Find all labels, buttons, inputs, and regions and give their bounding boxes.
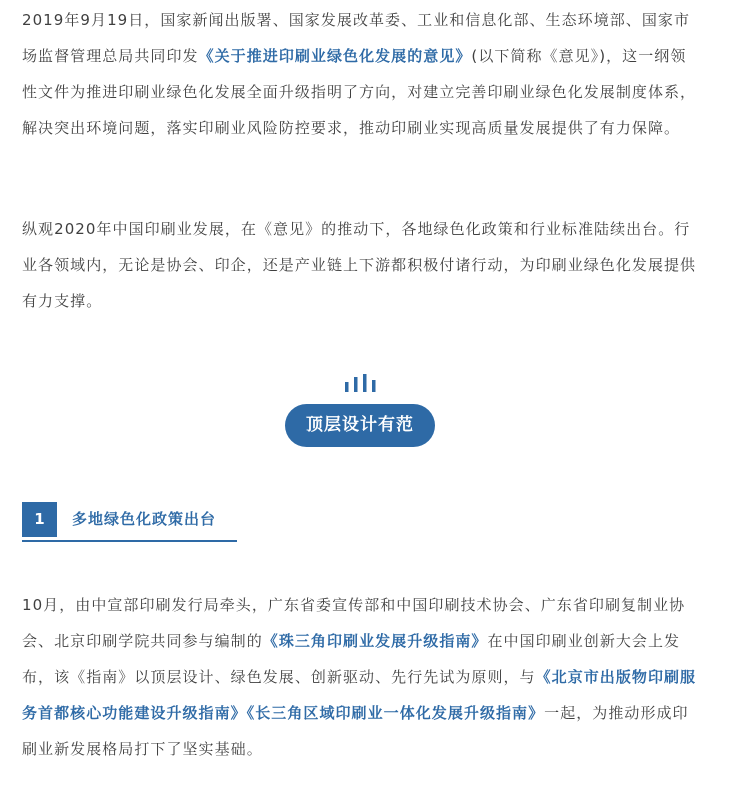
section-title: 多地绿色化政策出台 bbox=[72, 510, 217, 528]
section-text-c: 一起，为推动形成印刷业新发展格局打下了坚实基础。 bbox=[22, 704, 689, 758]
section-text-b: 在中国印刷业创新大会上发布，该《指南》以顶层设计、绿色发展、创新驱动、先行先试为原则，与 bbox=[22, 632, 681, 686]
intro-text-a: 2019年9月19日，国家新闻出版署、国家发展改革委、工业和信息化部、生态环境部、国家市场监督管理总局共同印发 bbox=[22, 11, 691, 65]
intro-paragraph-1 bbox=[22, 2, 702, 146]
policy-title-link: 《关于推进印刷业绿色化发展的意见》 bbox=[198, 47, 472, 65]
intro-text-b: (以下简称《意见》)，这一纲领性文件为推进印刷业绿色化发展全面升级指明了方向，对建立完善印刷业绿色化发展制度体系，解决突出环境问题，落实印刷业风险防控要求，推动印刷业实现高质量发展提供了有力保障。 bbox=[22, 47, 697, 137]
section-text-a: 10月，由中宣部印刷发行局牵头，广东省委宣传部和中国印刷技术协会、广东省印刷复制业协会、北京印刷学院共同参与编制的 bbox=[22, 596, 686, 650]
section-underline bbox=[22, 540, 237, 542]
intro-paragraph-2: 纵观2020年中国印刷业发展，在《意见》的推动下，各地绿色化政策和行业标准陆续出台。行业各领域内，无论是协会、印企，还是产业链上下游都积极付诸行动，为印刷业绿色化发展提供有力支撑。 bbox=[22, 220, 697, 310]
section-heading-pill: 顶层设计有范 bbox=[285, 404, 435, 447]
guide-title-prd: 《珠三角印刷业发展升级指南》 bbox=[262, 632, 488, 650]
section-number-badge: 1 bbox=[22, 502, 57, 537]
bar-chart-icon bbox=[344, 374, 376, 392]
section-paragraph bbox=[22, 587, 702, 767]
guide-titles-beijing-yrd: 《北京市出版物印刷服务首都核心功能建设升级指南》《长三角区域印刷业一体化发展升级指南》 bbox=[22, 668, 697, 722]
